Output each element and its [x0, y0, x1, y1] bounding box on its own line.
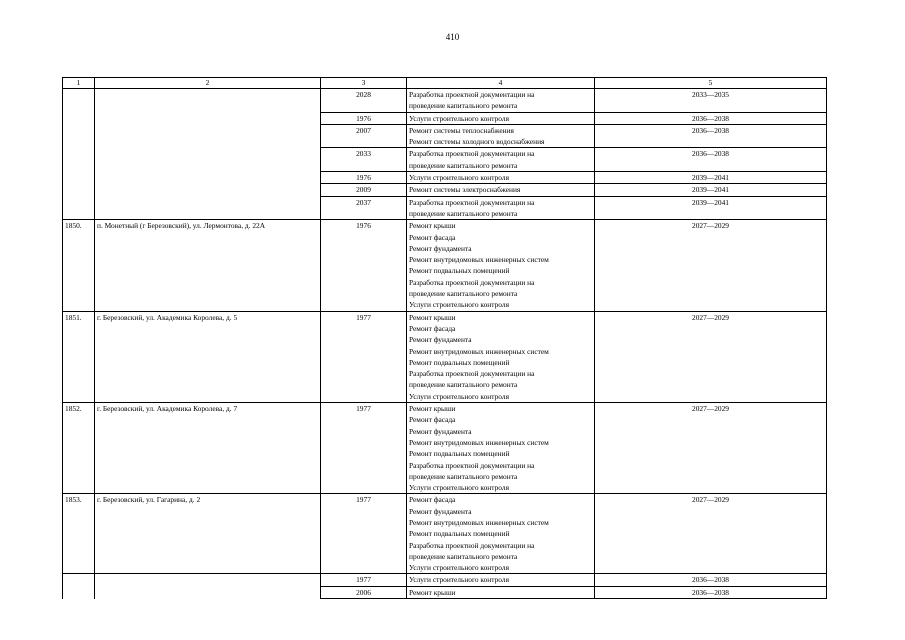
table-row: [63, 124, 827, 148]
works-cell: [407, 89, 595, 113]
works-cell: [407, 124, 595, 148]
year-cell: 1977: [321, 574, 407, 586]
number-cell: 1852.: [63, 403, 95, 494]
period-cell: 2036—2038: [595, 112, 827, 124]
work-item: Ремонт системы электроснабжения: [409, 185, 521, 195]
work-item: проведение капитального ремонта: [409, 160, 518, 170]
period-cell: 2036—2038: [595, 148, 827, 172]
period-cell: 2036—2038: [595, 586, 827, 598]
period-cell: 2039—2041: [595, 196, 827, 220]
period-cell: 2027—2029: [595, 220, 827, 311]
year-cell: 1977: [321, 494, 407, 574]
table-row: [63, 196, 827, 220]
work-item: Ремонт системы холодного водоснабжения: [409, 137, 545, 147]
number-cell: 1851.: [63, 311, 95, 402]
column-header: 4: [407, 78, 595, 89]
number-cell: 1853.: [63, 494, 95, 574]
works-cell: [407, 586, 595, 598]
work-item: Услуги строительного контроля: [409, 563, 509, 573]
address-cell: г. Березовский, ул. Академика Королева, д. 7: [95, 403, 321, 494]
number-cell: [63, 184, 95, 196]
period-cell: 2039—2041: [595, 184, 827, 196]
work-item: Услуги строительного контроля: [409, 391, 509, 401]
work-item: проведение капитального ремонта: [409, 471, 518, 481]
work-item: Ремонт фасада: [409, 323, 456, 333]
work-item: Ремонт фасада: [409, 495, 456, 505]
work-item: Разработка проектной документации на: [409, 369, 535, 379]
work-item: Разработка проектной документации на: [409, 90, 535, 99]
period-cell: 2039—2041: [595, 172, 827, 184]
work-item: Ремонт подвальных помещений: [409, 529, 510, 539]
address-cell: [95, 196, 321, 220]
period-cell: 2027—2029: [595, 311, 827, 402]
work-item: Ремонт фундамента: [409, 335, 472, 345]
year-cell: 2028: [321, 89, 407, 113]
year-cell: 1976: [321, 172, 407, 184]
work-item: Разработка проектной документации на: [409, 149, 535, 159]
period-cell: 2033—2035: [595, 89, 827, 113]
table-row: [63, 184, 827, 196]
period-cell: 2036—2038: [595, 574, 827, 586]
year-cell: 2037: [321, 196, 407, 220]
works-cell: [407, 574, 595, 586]
table-row: [63, 586, 827, 598]
table-row: [63, 148, 827, 172]
column-header: 3: [321, 78, 407, 89]
work-item: Ремонт внутридомовых инженерных систем: [409, 255, 549, 265]
work-item: Ремонт фундамента: [409, 506, 472, 516]
year-cell: 1976: [321, 220, 407, 311]
work-item: Ремонт подвальных помещений: [409, 449, 510, 459]
table-row: [63, 112, 827, 124]
works-cell: [407, 220, 595, 311]
address-cell: [95, 148, 321, 172]
address-cell: [95, 89, 321, 113]
work-item: Ремонт фундамента: [409, 243, 472, 253]
works-cell: [407, 196, 595, 220]
works-cell: [407, 148, 595, 172]
capital-repair-table: [62, 77, 827, 599]
address-cell: [95, 172, 321, 184]
year-cell: 1977: [321, 311, 407, 402]
address-cell: [95, 112, 321, 124]
work-item: проведение капитального ремонта: [409, 380, 518, 390]
address-cell: [95, 574, 321, 586]
table-row: [63, 311, 827, 402]
work-item: Услуги строительного контроля: [409, 575, 509, 585]
period-cell: 2036—2038: [595, 124, 827, 148]
table-row: [63, 403, 827, 494]
period-cell: 2027—2029: [595, 494, 827, 574]
page-number: 410: [445, 32, 460, 42]
number-cell: [63, 124, 95, 148]
number-cell: [63, 89, 95, 113]
work-item: проведение капитального ремонта: [409, 551, 518, 561]
year-cell: 1976: [321, 112, 407, 124]
works-cell: [407, 184, 595, 196]
year-cell: 2033: [321, 148, 407, 172]
address-cell: г. Березовский, ул. Гагарина, д. 2: [95, 494, 321, 574]
column-header: 5: [595, 78, 827, 89]
work-item: Ремонт подвальных помещений: [409, 266, 510, 276]
work-item: Услуги строительного контроля: [409, 483, 509, 493]
work-item: Ремонт крыши: [409, 312, 456, 322]
work-item: Ремонт подвальных помещений: [409, 357, 510, 367]
number-cell: 1850.: [63, 220, 95, 311]
number-cell: [63, 148, 95, 172]
work-item: Ремонт фундамента: [409, 426, 472, 436]
year-cell: 2009: [321, 184, 407, 196]
address-cell: г. Березовский, ул. Академика Королева, д. 5: [95, 311, 321, 402]
work-item: Ремонт фасада: [409, 415, 456, 425]
work-item: Разработка проектной документации на: [409, 540, 535, 550]
number-cell: [63, 586, 95, 598]
works-cell: [407, 403, 595, 494]
works-cell: [407, 494, 595, 574]
work-item: Разработка проектной документации на: [409, 460, 535, 470]
work-item: Услуги строительного контроля: [409, 113, 509, 123]
number-cell: [63, 172, 95, 184]
work-item: Ремонт крыши: [409, 221, 456, 231]
table-row: [63, 89, 827, 113]
works-cell: [407, 311, 595, 402]
number-cell: [63, 574, 95, 586]
work-item: Ремонт крыши: [409, 404, 456, 414]
work-item: Услуги строительного контроля: [409, 300, 509, 310]
work-item: Разработка проектной документации на: [409, 197, 535, 207]
address-cell: [95, 184, 321, 196]
work-item: Ремонт внутридомовых инженерных систем: [409, 437, 549, 447]
work-item: Ремонт внутридомовых инженерных систем: [409, 346, 549, 356]
table-row: [63, 494, 827, 574]
year-cell: 2006: [321, 586, 407, 598]
work-item: Ремонт внутридомовых инженерных систем: [409, 517, 549, 527]
work-item: Ремонт крыши: [409, 587, 456, 597]
table-row: [63, 172, 827, 184]
work-item: Ремонт системы теплоснабжения: [409, 125, 514, 135]
table-row: [63, 220, 827, 311]
works-cell: [407, 112, 595, 124]
year-cell: 1977: [321, 403, 407, 494]
address-cell: [95, 586, 321, 598]
address-cell: [95, 124, 321, 148]
work-item: Ремонт фасада: [409, 232, 456, 242]
column-header: 1: [63, 78, 95, 89]
period-cell: 2027—2029: [595, 403, 827, 494]
works-cell: [407, 172, 595, 184]
work-item: Разработка проектной документации на: [409, 277, 535, 287]
year-cell: 2007: [321, 124, 407, 148]
address-cell: п. Монетный (г Березовский), ул. Лермонтова, д. 22А: [95, 220, 321, 311]
work-item: проведение капитального ремонта: [409, 101, 518, 111]
work-item: проведение капитального ремонта: [409, 289, 518, 299]
column-header: 2: [95, 78, 321, 89]
table-row: [63, 574, 827, 586]
work-item: Услуги строительного контроля: [409, 173, 509, 183]
work-item: проведение капитального ремонта: [409, 208, 518, 218]
table-header-row: [63, 78, 827, 89]
number-cell: [63, 112, 95, 124]
number-cell: [63, 196, 95, 220]
